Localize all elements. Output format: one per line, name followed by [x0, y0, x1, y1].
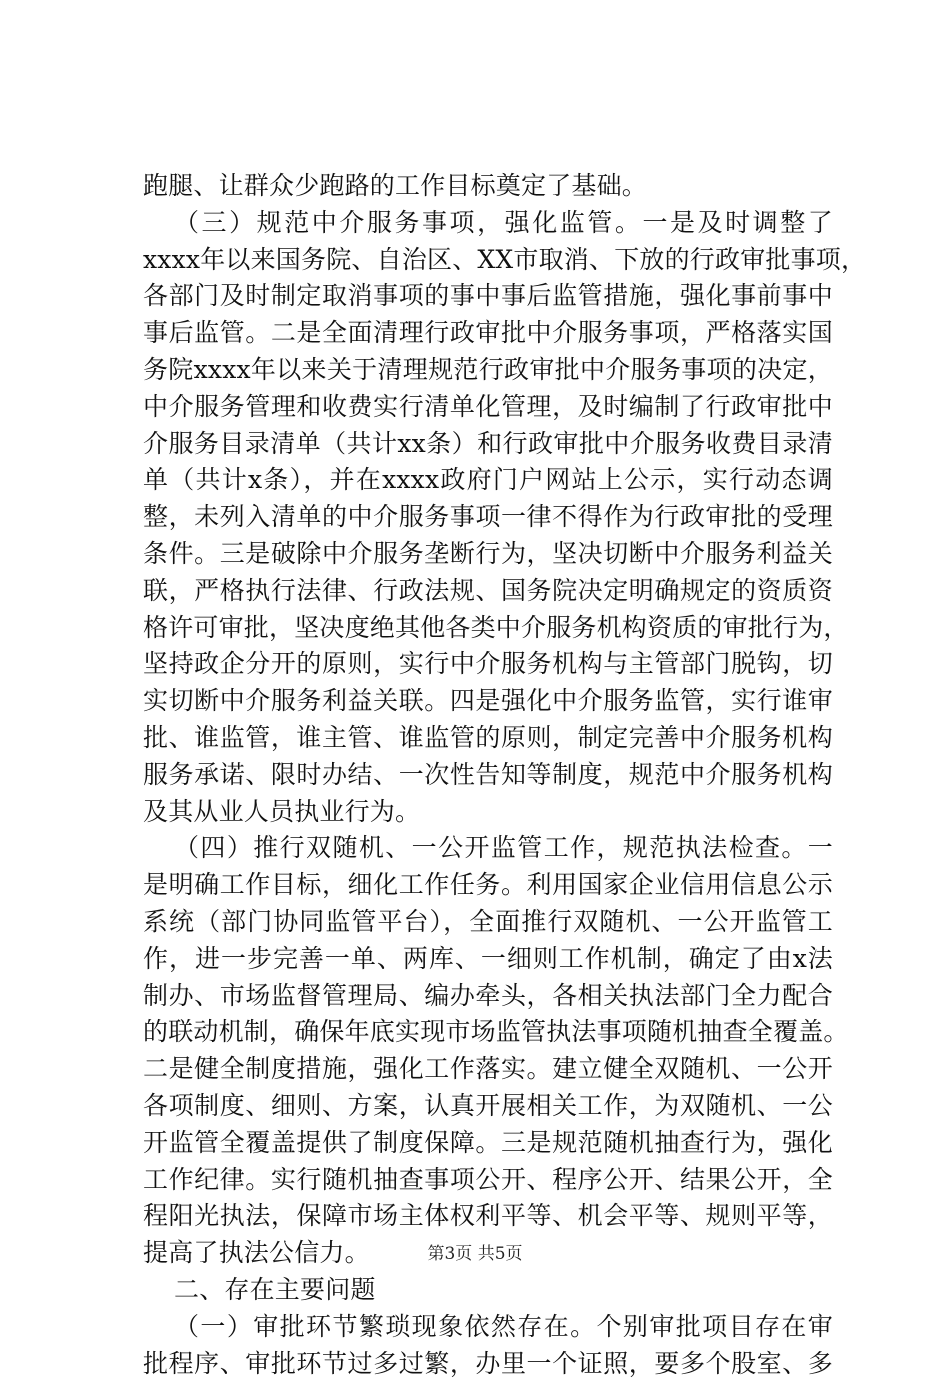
text-line: 系统（部门协同监管平台），全面推行双随机、一公开监管工	[143, 904, 833, 941]
body-text	[143, 168, 833, 1382]
text-line: 的联动机制，确保年底实现市场监管执法事项随机抽查全覆盖。	[143, 1014, 833, 1051]
text-line: 批、谁监管，谁主管、谁监管的原则，制定完善中介服务机构	[143, 720, 833, 757]
text-line: 二、存在主要问题	[143, 1272, 833, 1309]
text-line: 事后监管。二是全面清理行政审批中介服务事项，严格落实国	[143, 315, 833, 352]
text-line: （三）规范中介服务事项，强化监管。一是及时调整了	[143, 205, 833, 242]
text-line: 作，进一步完善一单、两库、一细则工作机制，确定了由x法	[143, 941, 833, 978]
text-line: 提高了执法公信力。	[143, 1235, 833, 1272]
text-line: （一）审批环节繁琐现象依然存在。个别审批项目存在审	[143, 1309, 833, 1346]
text-line: xxxx年以来国务院、自治区、XX市取消、下放的行政审批事项，	[143, 242, 833, 279]
text-line: 制办、市场监督管理局、编办牵头，各相关执法部门全力配合	[143, 978, 833, 1015]
text-line: 跑腿、让群众少跑路的工作目标奠定了基础。	[143, 168, 833, 205]
text-line: 条件。三是破除中介服务垄断行为，坚决切断中介服务利益关	[143, 536, 833, 573]
text-line: 中介服务管理和收费实行清单化管理，及时编制了行政审批中	[143, 389, 833, 426]
text-line: 格许可审批，坚决度绝其他各类中介服务机构资质的审批行为，	[143, 610, 833, 647]
text-line: 实切断中介服务利益关联。四是强化中介服务监管，实行谁审	[143, 683, 833, 720]
text-line: 单（共计x条），并在xxxx政府门户网站上公示，实行动态调	[143, 462, 833, 499]
text-line: 各项制度、细则、方案，认真开展相关工作，为双随机、一公	[143, 1088, 833, 1125]
text-line: 坚持政企分开的原则，实行中介服务机构与主管部门脱钩，切	[143, 646, 833, 683]
text-line: 各部门及时制定取消事项的事中事后监管措施，强化事前事中	[143, 278, 833, 315]
text-line: 工作纪律。实行随机抽查事项公开、程序公开、结果公开，全	[143, 1162, 833, 1199]
text-line: 务院xxxx年以来关于清理规范行政审批中介服务事项的决定，	[143, 352, 833, 389]
text-line: 及其从业人员执业行为。	[143, 794, 833, 831]
text-line: 二是健全制度措施，强化工作落实。建立健全双随机、一公开	[143, 1051, 833, 1088]
text-line: 整，未列入清单的中介服务事项一律不得作为行政审批的受理	[143, 499, 833, 536]
text-line: 服务承诺、限时办结、一次性告知等制度，规范中介服务机构	[143, 757, 833, 794]
text-line: 开监管全覆盖提供了制度保障。三是规范随机抽查行为，强化	[143, 1125, 833, 1162]
text-line: 批程序、审批环节过多过繁，办里一个证照，要多个股室、多	[143, 1346, 833, 1382]
text-line: 程阳光执法，保障市场主体权利平等、机会平等、规则平等，	[143, 1198, 833, 1235]
text-line: （四）推行双随机、一公开监管工作，规范执法检查。一	[143, 830, 833, 867]
text-line: 介服务目录清单（共计xx条）和行政审批中介服务收费目录清	[143, 426, 833, 463]
text-line: 联，严格执行法律、行政法规、国务院决定明确规定的资质资	[143, 573, 833, 610]
page-footer: 第3页 共5页	[0, 1243, 950, 1265]
text-line: 是明确工作目标，细化工作任务。利用国家企业信用信息公示	[143, 867, 833, 904]
